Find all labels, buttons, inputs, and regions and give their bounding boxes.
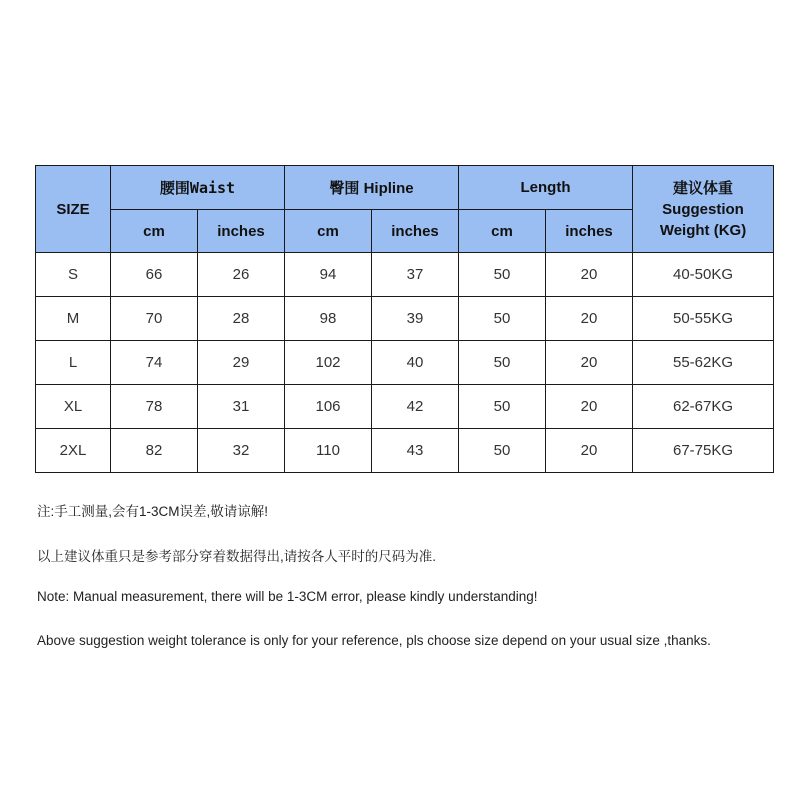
- header-hip-inches: inches: [372, 210, 459, 253]
- cell-waist-cm: 74: [111, 341, 198, 385]
- cell-waist-inches: 26: [198, 253, 285, 297]
- cell-hip-cm: 94: [285, 253, 372, 297]
- header-size: SIZE: [36, 166, 111, 253]
- cell-length-inches: 20: [546, 297, 633, 341]
- cell-hip-cm: 110: [285, 429, 372, 473]
- cell-length-inches: 20: [546, 385, 633, 429]
- table-row: [36, 429, 774, 473]
- header-length-inches: inches: [546, 210, 633, 253]
- cell-length-cm: 50: [459, 429, 546, 473]
- cell-hip-inches: 40: [372, 341, 459, 385]
- cell-waist-cm: 70: [111, 297, 198, 341]
- cell-hip-inches: 39: [372, 297, 459, 341]
- cell-size: S: [36, 253, 111, 297]
- cell-waist-cm: 66: [111, 253, 198, 297]
- cell-waist-inches: 31: [198, 385, 285, 429]
- header-length-cm: cm: [459, 210, 546, 253]
- cell-waist-inches: 28: [198, 297, 285, 341]
- cell-waist-inches: 29: [198, 341, 285, 385]
- table-row: [36, 385, 774, 429]
- cell-hip-cm: 102: [285, 341, 372, 385]
- cell-length-cm: 50: [459, 385, 546, 429]
- cell-waist-cm: 78: [111, 385, 198, 429]
- header-weight-cn: 建议体重: [673, 179, 734, 197]
- note-cn-weight: 以上建议体重只是参考部分穿着数据得出,请按各人平时的尺码为准.: [37, 549, 437, 564]
- table-row: [36, 297, 774, 341]
- cell-size: XL: [36, 385, 111, 429]
- cell-length-cm: 50: [459, 341, 546, 385]
- cell-size: M: [36, 297, 111, 341]
- size-chart-table: [35, 165, 774, 473]
- cell-length-inches: 20: [546, 341, 633, 385]
- header-hip-cm: cm: [285, 210, 372, 253]
- cell-hip-cm: 106: [285, 385, 372, 429]
- cell-weight: 50-55KG: [633, 297, 774, 341]
- cell-length-inches: 20: [546, 253, 633, 297]
- note-en-measurement: Note: Manual measurement, there will be 1-3CM error, please kindly understanding!: [37, 589, 538, 604]
- table-row: [36, 253, 774, 297]
- cell-hip-inches: 37: [372, 253, 459, 297]
- cell-hip-inches: 42: [372, 385, 459, 429]
- cell-weight: 40-50KG: [633, 253, 774, 297]
- header-hip: 臀围 Hipline: [285, 166, 459, 210]
- header-waist: 腰围Waist: [111, 166, 285, 210]
- cell-size: 2XL: [36, 429, 111, 473]
- header-length: Length: [459, 166, 633, 210]
- cell-length-cm: 50: [459, 253, 546, 297]
- cell-length-cm: 50: [459, 297, 546, 341]
- table-header: [36, 166, 774, 253]
- header-waist-cm: cm: [111, 210, 198, 253]
- table-row: [36, 341, 774, 385]
- header-row-main: [36, 166, 774, 210]
- header-waist-inches: inches: [198, 210, 285, 253]
- table-body: [36, 253, 774, 473]
- cell-hip-inches: 43: [372, 429, 459, 473]
- cell-waist-cm: 82: [111, 429, 198, 473]
- cell-weight: 62-67KG: [633, 385, 774, 429]
- header-weight-en-2: Weight (KG): [659, 221, 747, 239]
- note-cn-measurement: 注:手工测量,会有1-3CM误差,敬请谅解!: [37, 504, 269, 519]
- cell-weight: 67-75KG: [633, 429, 774, 473]
- note-en-weight: Above suggestion weight tolerance is only for your reference, pls choose size depend on your usual size ,thanks.: [37, 633, 711, 648]
- cell-length-inches: 20: [546, 429, 633, 473]
- cell-hip-cm: 98: [285, 297, 372, 341]
- header-weight-en-1: Suggestion: [662, 200, 744, 218]
- cell-waist-inches: 32: [198, 429, 285, 473]
- cell-size: L: [36, 341, 111, 385]
- header-weight: [633, 166, 774, 253]
- cell-weight: 55-62KG: [633, 341, 774, 385]
